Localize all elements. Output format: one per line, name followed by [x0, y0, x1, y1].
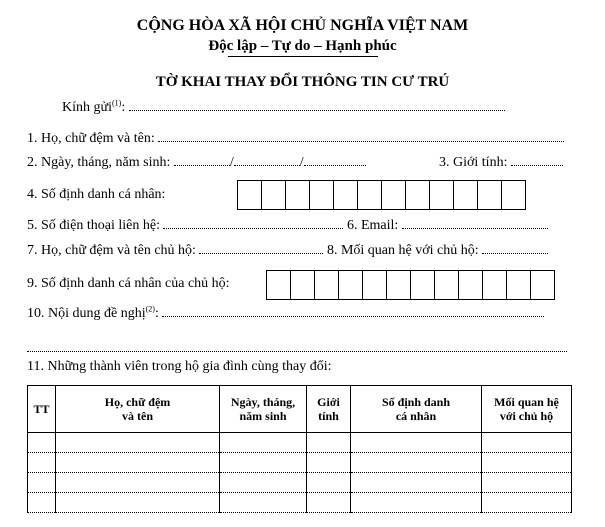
- personal-id-boxes[interactable]: [237, 180, 526, 210]
- request-content-label: 10. Nội dung đề nghị: [27, 306, 146, 321]
- request-content-row: 10. Nội dung đề nghị$^{(2)}$:: [27, 306, 544, 322]
- table-row[interactable]: [28, 493, 572, 513]
- col-id: Số định danh cá nhân: [351, 386, 482, 433]
- country-heading: CỘNG HÒA XÃ HỘI CHỦ NGHĨA VIỆT NAM: [136, 17, 469, 34]
- relationship-label: 8. Mối quan hệ với chủ hộ:: [326, 243, 479, 258]
- birth-gender-row: [27, 155, 366, 171]
- motto-underline: [228, 56, 378, 57]
- request-content-field[interactable]: [162, 315, 544, 317]
- members-label: 11. Những thành viên trong hộ gia đình cùng thay đổi:: [27, 359, 332, 374]
- gender-label: 3. Giới tính:: [439, 155, 508, 170]
- request-content-line-2[interactable]: [27, 339, 567, 357]
- col-relationship: Mối quan hệ với chủ hộ: [482, 386, 572, 433]
- phone-label: 5. Số điện thoại liên hệ:: [27, 218, 160, 233]
- motto-heading: [0, 38, 605, 57]
- phone-field[interactable]: [163, 227, 343, 229]
- table-row[interactable]: [28, 473, 572, 493]
- gender-field[interactable]: [511, 164, 563, 166]
- birth-month-field[interactable]: [234, 164, 300, 166]
- full-name-row: [27, 131, 564, 147]
- household-head-id-label: 9. Số định danh cá nhân của chủ hộ:: [27, 276, 230, 291]
- greeting-field[interactable]: [129, 109, 505, 111]
- request-content-note: (2): [145, 304, 155, 314]
- greeting-row: Kính gửi$^{(1)}$:: [62, 100, 505, 116]
- greeting-note: (1): [111, 98, 122, 108]
- table-row[interactable]: [28, 453, 572, 473]
- birth-year-field[interactable]: [304, 164, 366, 166]
- birth-day-field[interactable]: [174, 164, 230, 166]
- full-name-field[interactable]: [158, 140, 564, 142]
- full-name-label: 1. Họ, chữ đệm và tên:: [27, 131, 155, 146]
- contact-row: [27, 218, 548, 234]
- col-name: Họ, chữ đệm và tên: [56, 386, 220, 433]
- members-table: [27, 385, 572, 513]
- birth-date-label: 2. Ngày, tháng, năm sinh:: [27, 155, 171, 170]
- personal-id-label: 4. Số định danh cá nhân:: [27, 187, 166, 202]
- date-separator: /: [229, 155, 234, 170]
- household-head-row: [27, 243, 548, 259]
- col-dob: Ngày, tháng, năm sinh: [220, 386, 307, 433]
- table-row[interactable]: [28, 433, 572, 453]
- gender-group: [439, 155, 563, 171]
- email-field[interactable]: [402, 227, 548, 229]
- col-gender: Giới tính: [307, 386, 351, 433]
- email-label: 6. Email:: [346, 218, 399, 233]
- date-separator: /: [299, 155, 304, 170]
- household-head-field[interactable]: [199, 252, 323, 254]
- form-title: TỜ KHAI THAY ĐỔI THÔNG TIN CƯ TRÚ: [155, 74, 450, 90]
- relationship-field[interactable]: [482, 252, 548, 254]
- table-header-row: [28, 386, 572, 433]
- household-head-id-boxes[interactable]: [266, 270, 555, 300]
- greeting-label: Kính gửi: [62, 100, 112, 115]
- motto-text: Độc lập – Tự do – Hạnh phúc: [208, 38, 397, 54]
- household-head-label: 7. Họ, chữ đệm và tên chủ hộ:: [27, 243, 196, 258]
- col-no: TT: [28, 386, 56, 433]
